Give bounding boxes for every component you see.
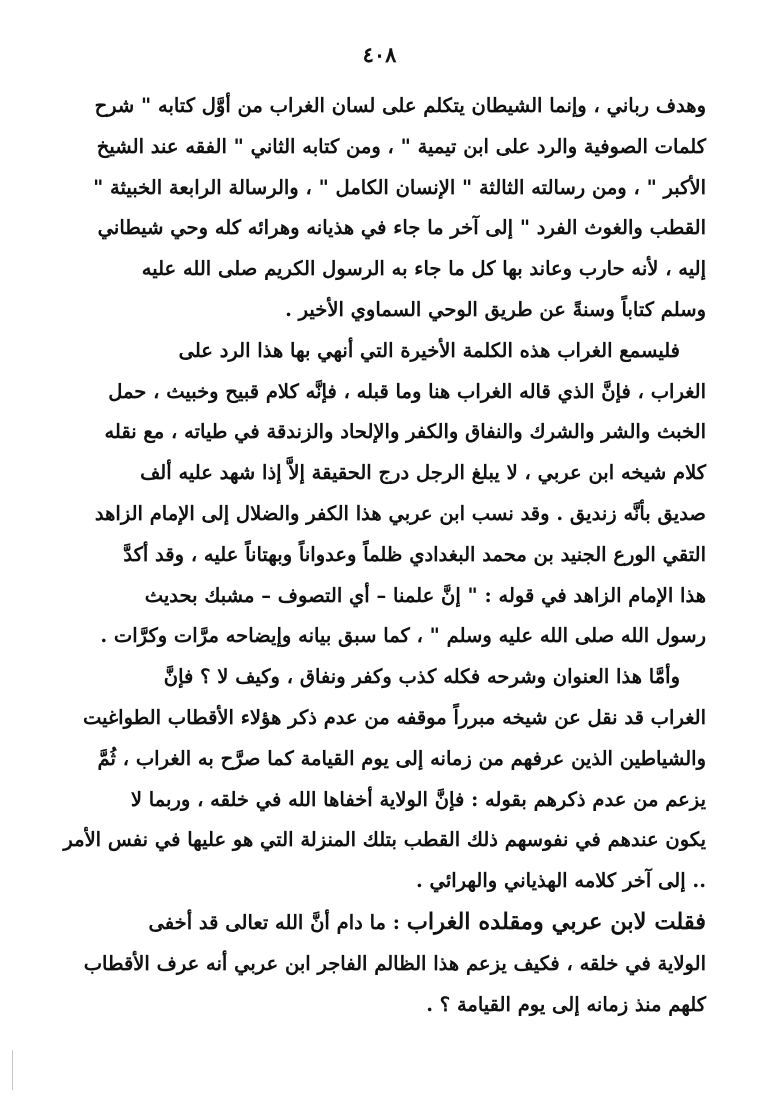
text-line: يكون عندهم في نفوسهم ذلك القطب بتلك المنزلة التي هو عليها في نفس الأمر [63, 828, 706, 852]
text-line: وأمَّا هذا العنوان وشرحه فكله كذب وكفر ونفاق ، وكيف لا ؟ فإنَّ [163, 665, 680, 689]
text-line: كلهم منذ زمانه إلى يوم القيامة ؟ . [426, 992, 706, 1016]
text-line: والشياطين الذين عرفهم من زمانه إلى يوم القيامة كما صرَّح به الغراب ، ثُمَّ [97, 746, 706, 770]
body-text [63, 86, 706, 1025]
paragraph [72, 902, 706, 1025]
text-line: هذا الإمام الزاهد في قوله : " إنَّ علمنا – أي التصوف – مشبك بحديث [144, 583, 706, 607]
text-line: الخبث والشر والشرك والنفاق والكفر والإلحاد والزندقة في طياته ، مع نقله [104, 420, 706, 444]
paragraph [72, 86, 706, 331]
text-line: كلام شيخه ابن عربي ، لا يبلغ الرجل درج الحقيقة إلاَّ إذا شهد عليه ألف [140, 461, 706, 485]
text-line: التقي الورع الجنيد بن محمد البغدادي ظلماً وعدواناً وبهتاناً عليه ، وقد أكدَّ [123, 542, 706, 566]
text-line: الأكبر " ، ومن رسالته الثالثة " الإنسان الكامل " ، والرسالة الرابعة الخبيثة " [93, 175, 706, 199]
text-line: الغراب ، فإنَّ الذي قاله الغراب هنا وما قبله ، فإنَّه كلام قبيح وخبيث ، حمل [108, 379, 706, 403]
text-line: الغراب قد نقل عن شيخه مبرراً موقفه من عدم ذكر هؤلاء الأقطاب الطواغيت [82, 705, 706, 729]
text-line: .. إلى آخر كلامه الهذياني والهرائي . [415, 869, 706, 893]
text-line: صديق بأنَّه زنديق . وقد نسب ابن عربي هذا الكفر والضلال إلى الإمام الزاهد [94, 501, 706, 525]
paragraph [63, 657, 706, 902]
text-line: الولاية في خلقه ، فكيف يزعم هذا الظالم الفاجر ابن عربي أنه عرف الأقطاب [83, 951, 706, 975]
text-line: رسول الله صلى الله عليه وسلم " ، كما سبق بيانه وإيضاحه مرَّات وكرَّات . [100, 624, 706, 648]
text-line: إليه ، لأنه حارب وعاند بها كل ما جاء به الرسول الكريم صلى الله عليه [141, 257, 706, 281]
text-line: فليسمع الغراب هذه الكلمة الأخيرة التي أنهي بها هذا الرد على [178, 338, 680, 362]
text-run: : ما دام أنَّ الله تعالى قد أخفى [148, 910, 407, 934]
page-number: ٤٠٨ [362, 42, 397, 67]
text-line: كلمات الصوفية والرد على ابن تيمية " ، ومن كتابه الثاني " الفقه عند الشيخ [96, 134, 706, 158]
text-line: وسلم كتاباً وسنةً عن طريق الوحي السماوي الأخير . [285, 297, 706, 321]
scan-edge-mark [12, 1050, 13, 1090]
text-line [72, 902, 706, 944]
paragraph [72, 331, 706, 657]
text-line: وهدف رباني ، وإنما الشيطان يتكلم على لسان الغراب من أوَّل كتابه " شرح [94, 94, 706, 117]
text-line: يزعم من عدم ذكرهم بقوله : فإنَّ الولاية أخفاها الله في خلقه ، وربما لا [130, 787, 706, 811]
run-in-heading: فقلت لابن عربي ومقلده الغراب [406, 908, 706, 935]
text-line: القطب والغوث الفرد " إلى آخر ما جاء في هذيانه وهرائه كله وحي شيطاني [97, 216, 706, 240]
